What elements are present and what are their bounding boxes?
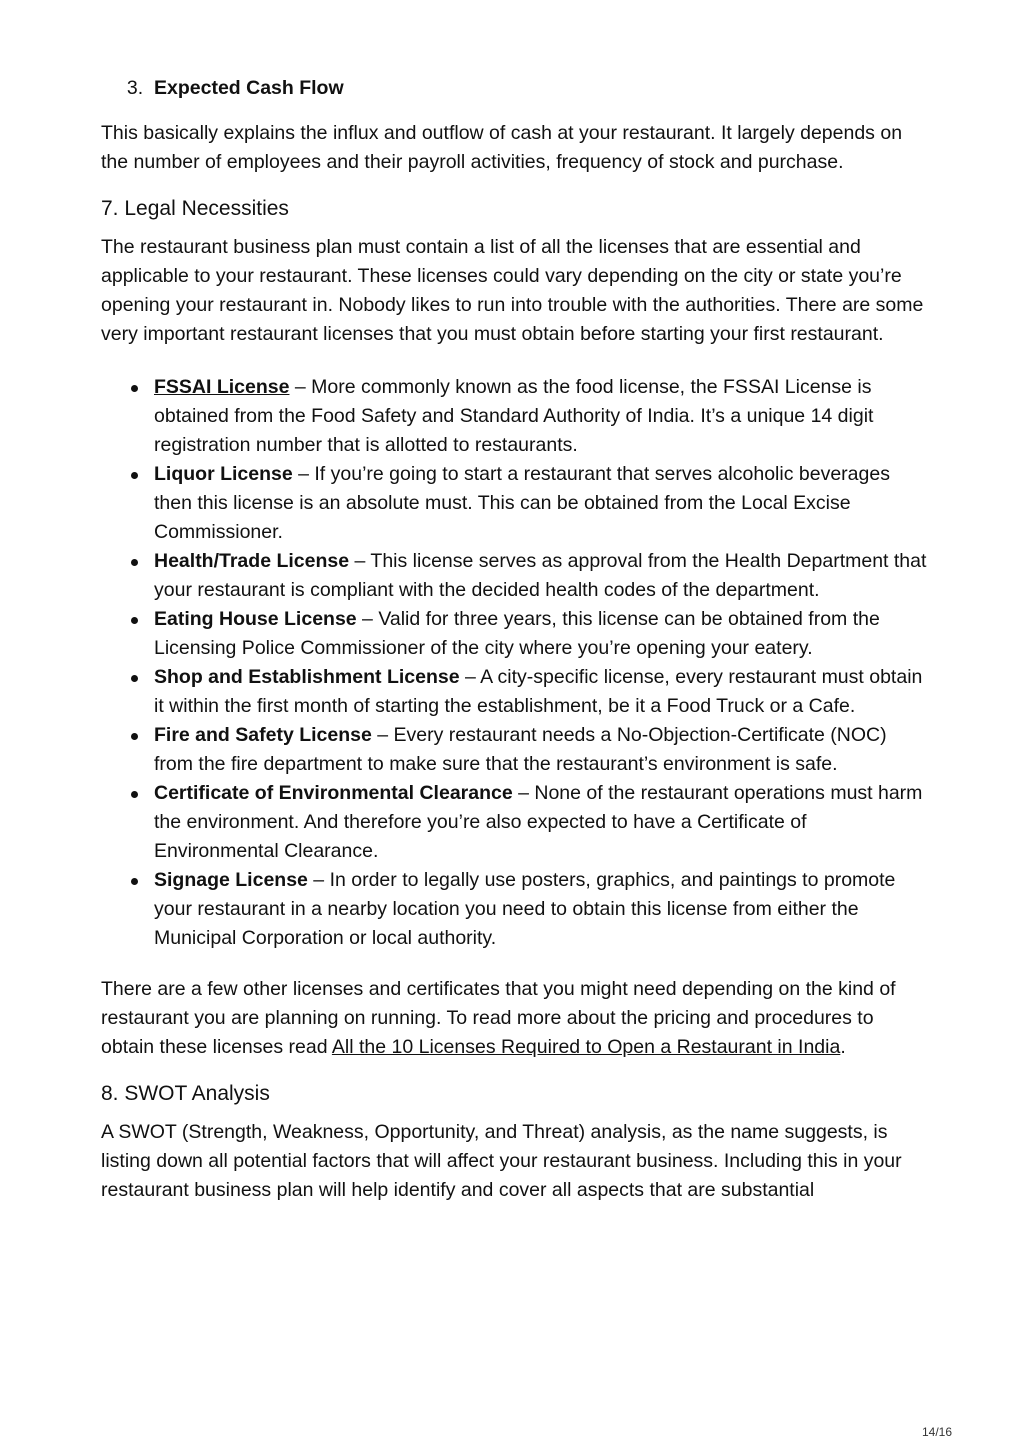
bullet-icon bbox=[131, 472, 138, 479]
swot-paragraph: A SWOT (Strength, Weakness, Opportunity, and Threat) analysis, as the name suggests, is listing down all potential factors that will affect your restaurant business. Including this in your restaurant business plan will help identify and cover all aspects that are substantial bbox=[101, 1121, 902, 1201]
page-number: 14/16 bbox=[921, 1425, 952, 1439]
list-number: 3. bbox=[126, 77, 144, 99]
license-description: – This license serves as approval from the Health Department that your restaurant is compliant with the decided health codes of the department. bbox=[154, 550, 927, 601]
license-term: Health/Trade License bbox=[154, 550, 350, 572]
license-term: Certificate of Environmental Clearance bbox=[154, 782, 513, 804]
license-description: – In order to legally use posters, graphics, and paintings to promote your restaurant in a nearby location you need to obtain this license from either the Municipal Corporation or local authority. bbox=[154, 869, 896, 949]
legal-intro-paragraph: The restaurant business plan must contain a list of all the licenses that are essential and applicable to your restaurant. These licenses could vary depending on the city or state you’re opening your restaurant in. Nobody likes to run into trouble with the authorities. There are some very important restaurant licenses that you must obtain before starting your first restaurant. bbox=[101, 236, 924, 345]
bullet-icon bbox=[131, 733, 138, 740]
license-list bbox=[101, 373, 931, 953]
license-term: Signage License bbox=[154, 869, 308, 891]
section-heading-swot-analysis: 8. SWOT Analysis bbox=[101, 1082, 270, 1105]
fssai-license-link[interactable]: FSSAI License bbox=[154, 376, 290, 398]
page-content bbox=[101, 74, 931, 1205]
numbered-item-expected-cash-flow bbox=[101, 74, 931, 103]
licenses-article-link[interactable]: All the 10 Licenses Required to Open a Restaurant in India bbox=[331, 1036, 841, 1058]
license-term: Shop and Establishment License bbox=[154, 666, 460, 688]
subsection-heading: Expected Cash Flow bbox=[154, 77, 344, 99]
bullet-icon bbox=[131, 791, 138, 798]
list-item bbox=[101, 779, 931, 866]
list-item bbox=[101, 866, 931, 953]
list-item bbox=[101, 460, 931, 547]
license-description: – If you’re going to start a restaurant that serves alcoholic beverages then this license is an absolute must. This can be obtained from the Local Excise Commissioner. bbox=[154, 463, 890, 543]
list-item bbox=[101, 605, 931, 663]
license-description: – More commonly known as the food license, the FSSAI License is obtained from the Food Safety and Standard Authority of India. It’s a unique 14 digit registration number that is allotted to restaurants. bbox=[154, 376, 874, 456]
license-description: – Valid for three years, this license can be obtained from the Licensing Police Commissioner of the city where you’re opening your eatery. bbox=[154, 608, 880, 659]
license-description: – A city-specific license, every restaurant must obtain it within the first month of starting the establishment, be it a Food Truck or a Cafe. bbox=[154, 666, 923, 717]
licenses-outro-paragraph bbox=[101, 975, 931, 1062]
license-description: – Every restaurant needs a No-Objection-Certificate (NOC) from the fire department to make sure that the restaurant’s environment is safe. bbox=[154, 724, 887, 775]
license-term: Eating House License bbox=[154, 608, 357, 630]
list-item bbox=[101, 373, 931, 460]
license-description: – None of the restaurant operations must harm the environment. And therefore you’re also expected to have a Certificate of Environmental Clearance. bbox=[154, 782, 923, 862]
list-item bbox=[101, 721, 931, 779]
outro-end: . bbox=[840, 1036, 846, 1058]
section-heading-legal-necessities: 7. Legal Necessities bbox=[101, 197, 289, 220]
bullet-icon bbox=[131, 617, 138, 624]
outro-text: There are a few other licenses and certificates that you might need depending on the kind of restaurant you are planning on running. To read more about the pricing and procedures to obtain these licenses read bbox=[101, 978, 896, 1058]
list-item bbox=[101, 663, 931, 721]
bullet-icon bbox=[131, 559, 138, 566]
license-term: Liquor License bbox=[154, 463, 293, 485]
bullet-icon bbox=[131, 385, 138, 392]
license-term: Fire and Safety License bbox=[154, 724, 372, 746]
bullet-icon bbox=[131, 878, 138, 885]
cash-flow-paragraph: This basically explains the influx and outflow of cash at your restaurant. It largely depends on the number of employees and their payroll activities, frequency of stock and purchase. bbox=[101, 122, 903, 173]
list-item bbox=[101, 547, 931, 605]
bullet-icon bbox=[131, 675, 138, 682]
